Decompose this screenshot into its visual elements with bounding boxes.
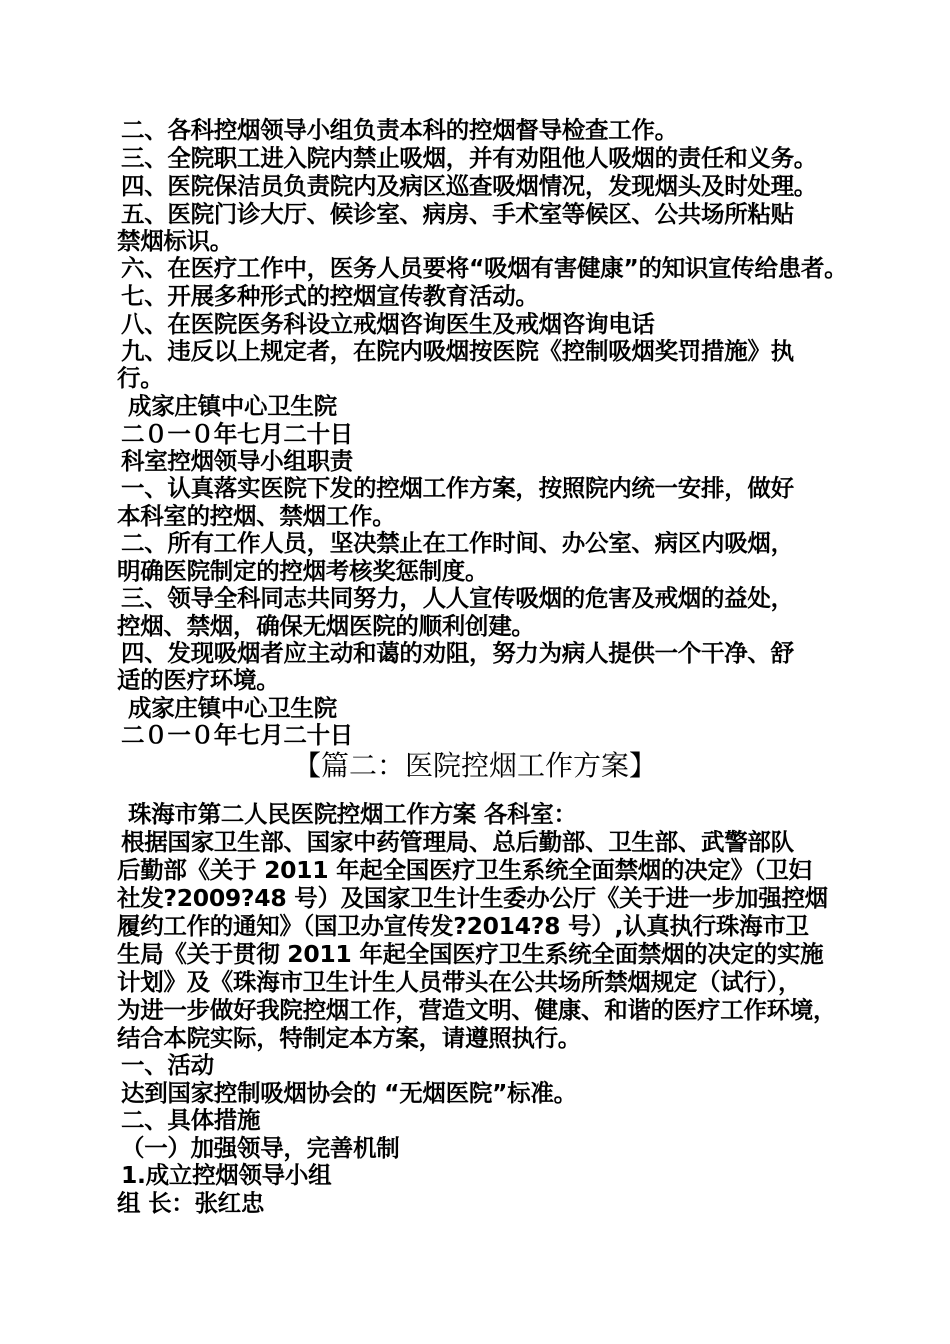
- text-line: 六、在医疗工作中，医务人员要将“吸烟有害健康”的知识宣传给患者。: [121, 254, 848, 282]
- text-line: 九、违反以上规定者，在院内吸烟按医院《控制吸烟奖罚措施》执: [121, 337, 794, 365]
- text-line: 一、认真落实医院下发的控烟工作方案，按照院内统一安排，做好: [121, 474, 794, 502]
- text-line: 明确医院制定的控烟考核奖惩制度。: [117, 557, 489, 585]
- text-line: 四、发现吸烟者应主动和蔼的劝阻，努力为病人提供一个干净、舒: [121, 639, 794, 667]
- text-line: 四、医院保洁员负责院内及病区巡查吸烟情况，发现烟头及时处理。: [121, 172, 817, 200]
- text-line: 七、开展多种形式的控烟宣传教育活动。: [121, 282, 539, 310]
- section-title: 科室控烟领导小组职责: [121, 447, 353, 475]
- signature-org: 成家庄镇中心卫生院: [128, 694, 337, 722]
- text-line: 行。: [117, 364, 164, 392]
- text-line: 根据国家卫生部、国家中药管理局、总后勤部、卫生部、武警部队: [121, 828, 794, 856]
- section-title: 一、活动: [121, 1051, 214, 1079]
- signature-date: 二０一０年七月二十日: [121, 420, 353, 448]
- text-line: 适的医疗环境。: [117, 666, 280, 694]
- text-line: 八、在医院医务科设立戒烟咨询医生及戒烟咨询电话: [121, 310, 655, 338]
- text-line: 组 长：张红忠: [117, 1189, 265, 1217]
- chapter-heading: 【篇二：医院控烟工作方案】: [292, 749, 657, 782]
- text-line: 二、各科控烟领导小组负责本科的控烟督导检查工作。: [121, 116, 678, 144]
- text-line: 达到国家控制吸烟协会的 “无烟医院”标准。: [121, 1079, 577, 1107]
- text-line: 计划》及《珠海市卫生计生人员带头在公共场所禁烟规定（试行），: [117, 968, 802, 996]
- text-line: 后勤部《关于 2011 年起全国医疗卫生系统全面禁烟的决定》（卫妇: [117, 856, 812, 884]
- text-line: 二、所有工作人员，坚决禁止在工作时间、办公室、病区内吸烟，: [121, 529, 794, 557]
- text-line: 结合本院实际，特制定本方案，请遵照执行。: [117, 1024, 581, 1052]
- subsection-title: （一）加强领导，完善机制: [121, 1134, 400, 1162]
- text-line: 本科室的控烟、禁烟工作。: [117, 502, 396, 530]
- text-line: 三、全院职工进入院内禁止吸烟，并有劝阻他人吸烟的责任和义务。: [121, 144, 817, 172]
- text-line: 1.成立控烟领导小组: [121, 1161, 332, 1189]
- text-line: 为进一步做好我院控烟工作，营造文明、健康、和谐的医疗工作环境，: [117, 996, 837, 1024]
- text-line: 社发?2009?48 号）及国家卫生计生委办公厅《关于进一步加强控烟: [117, 884, 828, 912]
- text-line: 控烟、禁烟，确保无烟医院的顺利创建。: [117, 612, 535, 640]
- signature-org: 成家庄镇中心卫生院: [128, 392, 337, 420]
- section-title: 二、具体措施: [121, 1106, 261, 1134]
- text-line: 禁烟标识。: [117, 227, 233, 255]
- text-line: 五、医院门诊大厅、候诊室、病房、手术室等候区、公共场所粘贴: [121, 200, 794, 228]
- signature-date: 二０一０年七月二十日: [121, 721, 353, 749]
- text-line: 生局《关于贯彻 2011 年起全国医疗卫生系统全面禁烟的决定的实施: [117, 940, 824, 968]
- text-line: 履约工作的通知》（国卫办宣传发?2014?8 号）,认真执行珠海市卫: [117, 912, 809, 940]
- document-title: 珠海市第二人民医院控烟工作方案 各科室：: [128, 800, 577, 828]
- text-line: 三、领导全科同志共同努力，人人宣传吸烟的危害及戒烟的益处，: [121, 584, 794, 612]
